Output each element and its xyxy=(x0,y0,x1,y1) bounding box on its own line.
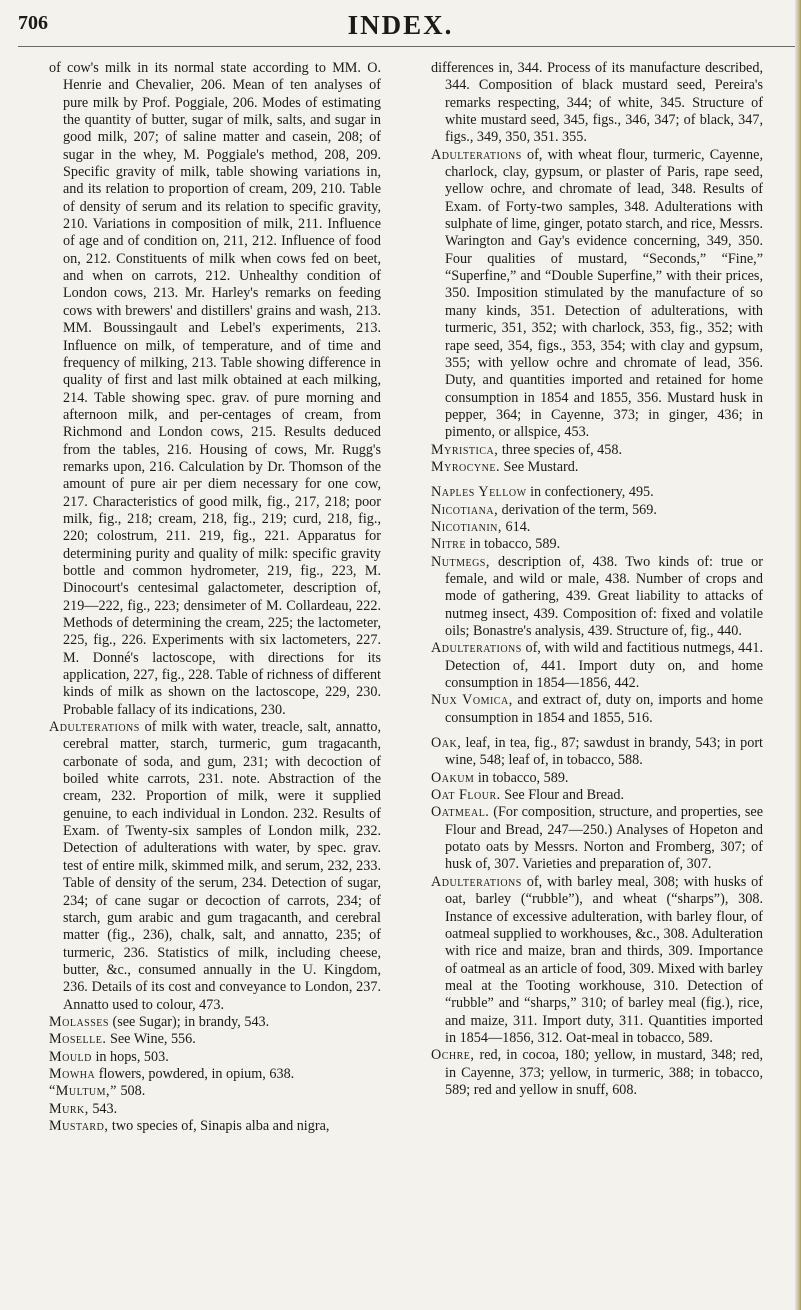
index-entry-heading: Molasses xyxy=(49,1013,109,1030)
index-entry-text: red, in cocoa, 180; yellow, in mustard, 348; red, in Cayenne, 373; yellow, in turmeric, 388; in tobacco, 589; red and yellow in snuff, 608. xyxy=(445,1047,763,1098)
index-entry-text: differences in, 344. Process of its manufacture described, 344. Composition of black mustard seed, Pereira's remarks respecting, 344; of white, 345. Structure of white mustard seed, 345, figs., 346, 347; of black, 347, figs., 349, 350, 351. 355. xyxy=(431,60,763,146)
index-entry xyxy=(49,1118,381,1135)
index-entry-text: 614. xyxy=(501,518,531,535)
index-entry-text: flowers, powdered, in opium, 638. xyxy=(95,1065,295,1082)
index-entry-heading: Adulterations xyxy=(431,640,522,657)
left-column xyxy=(49,60,381,1135)
index-entry-heading: Naples Yellow xyxy=(431,484,527,501)
index-entry xyxy=(49,1083,381,1100)
index-entry xyxy=(49,60,381,719)
index-entry-heading: Mowha xyxy=(49,1065,96,1082)
index-entry-text: and extract of, duty on, imports and home consumption in 1854 and 1855, 516. xyxy=(445,692,763,726)
index-entry xyxy=(49,1101,381,1118)
page-number: 706 xyxy=(18,12,48,34)
index-entry-heading: Adulterations xyxy=(431,146,522,163)
page-title: INDEX. xyxy=(347,10,454,40)
index-entry xyxy=(431,804,763,873)
index-entry xyxy=(49,1049,381,1066)
index-entry-text: in tobacco, 589. xyxy=(474,769,569,786)
index-entry-text: See Wine, 556. xyxy=(106,1031,196,1048)
index-entry-heading: Mould xyxy=(49,1048,92,1065)
index-entry-text: derivation of the term, 569. xyxy=(498,501,657,518)
index-entry-text: of milk with water, treacle, salt, annatto, cerebral matter, starch, turmeric, gum tragacanth, carbonate of soda, and gum, 231; with decoction of boiled white carrots, 231. note. Abstraction of the cream, 232. Proportion of milk, were it supplied genuine, to each individual in London. 232. Results of Exam. of Twenty-six samples of London milk, 232. Detection of adulterations with water, by spec. grav. test of entire milk, skimmed milk, and serum, 232, 233. Table of density of the serum, 234. Detection of sugar, 234; of cane sugar or decoction of carrots, 234; of starch, gum arabic and gum tragacanth, and cerebral matter (fig., 236), chalk, salt, and annatto, 235; of turmeric, 236. Statistics of milk, including cheese, butter, &c., consumed annually in the U. Kingdom, 236. Details of its cost and conveyance to London, 237. Annatto used to colour, 473. xyxy=(63,719,381,1013)
index-entry-text: leaf, in tea, fig., 87; sawdust in brandy, 543; in port wine, 548; leaf of, in tobacco, 588. xyxy=(445,735,763,769)
index-entry-heading: Myrocyne. xyxy=(431,458,500,475)
index-entry xyxy=(431,60,763,147)
index-entry xyxy=(49,1031,381,1048)
index-entry xyxy=(431,640,763,692)
index-entry-heading: Nutmegs, xyxy=(431,553,490,570)
index-entry-heading: Moselle. xyxy=(49,1031,107,1048)
index-entry-heading: Ochre, xyxy=(431,1047,475,1064)
index-entry-heading: Adulterations xyxy=(49,719,140,736)
index-entry-heading: Mustard, xyxy=(49,1117,109,1134)
index-entry xyxy=(431,147,763,442)
index-entry-heading: Murk, xyxy=(49,1100,89,1117)
index-entry xyxy=(49,719,381,1014)
index-entry-heading: Oatmeal. xyxy=(431,804,490,821)
index-entry-heading: Oakum xyxy=(431,769,475,786)
index-entry-heading: Nitre xyxy=(431,536,466,553)
index-entry-text: in confectionery, 495. xyxy=(526,484,654,501)
index-entry-heading: “Multum,” xyxy=(49,1083,117,1100)
index-entry-heading: Nicotianin, xyxy=(431,518,502,535)
index-entry-text: in hops, 503. xyxy=(91,1048,169,1065)
index-entry xyxy=(431,484,763,501)
index-entry xyxy=(431,554,763,641)
right-column xyxy=(431,60,763,1099)
index-entry-text: of, with wheat flour, turmeric, Cayenne, charlock, clay, gypsum, or plaster of Paris, rape seed, yellow ochre, and chromate of lead, 348. Results of Exam. of Forty-two samples, 348. Adulterations with sulphate of lime, ginger, potato starch, and rice, Messrs. Warington and Gay's evidence concerning, 349, 350. Four qualities of mustard, “Seconds,” “Fine,” “Superfine,” and “Double Superfine,” with their prices, 350. Imposition stimulated by the manufacture of so many kinds, 351. Detection of adulterations, with turmeric, 351, 352; with charlock, 353, fig., 352; with rape seed, 354, figs., 353, 354; with clay and gypsum, 355; with yellow ochre and chromate of lead, 356. Duty, and quantities imported and retained for home consumption in 1854 and 1855, 356. Mustard husk in pepper, 364; in Cayenne, 373; in ginger, 436; in pimento, or allspice, 453. xyxy=(445,146,763,441)
index-entry-text: three species of, 458. xyxy=(498,441,622,458)
index-entry-text: (see Sugar); in brandy, 543. xyxy=(108,1013,270,1030)
index-entry xyxy=(431,536,763,553)
index-entry-text: See Flour and Bread. xyxy=(500,787,625,804)
index-entry xyxy=(431,874,763,1047)
index-entry-text: description of, 438. Two kinds of: true or female, and wild or male, 438. Number of crops and mode of gathering, 439. Great liability to attacks of nutmeg insect, 439. Composition of: fixed and volatile oils; Bonastre's analysis, 439. Structure of, fig., 440. xyxy=(445,553,763,639)
index-entry xyxy=(49,1014,381,1031)
index-entry-heading: Adulterations xyxy=(431,873,522,890)
index-entry xyxy=(431,770,763,787)
index-entry xyxy=(431,459,763,476)
index-entry-text: 543. xyxy=(88,1100,118,1117)
index-entry-heading: Oat Flour. xyxy=(431,787,501,804)
index-entry xyxy=(431,787,763,804)
index-entry-text: (For composition, structure, and properties, see Flour and Bread, 247—250.) Analyses of Hopeton and potato oats by Messrs. Norton and Fromberg, 307; of husk of, 307. Varieties and preparation of, 307. xyxy=(445,804,763,873)
index-entry xyxy=(431,1047,763,1099)
index-entry xyxy=(431,502,763,519)
index-entry-text: in tobacco, 589. xyxy=(465,536,561,553)
index-entry-heading: Myristica, xyxy=(431,441,499,458)
index-entry-heading: Oak, xyxy=(431,735,462,752)
index-entry xyxy=(431,692,763,727)
index-entry-heading: Nicotiana, xyxy=(431,501,499,518)
index-entry-text: of cow's milk in its normal state according to MM. O. Henrie and Chevalier, 206. Mean of ten analyses of pure milk by Prof. Poggiale, 206. Modes of estimating the quantity of butter, sugar of milk, salts, and sugar in good milk, 207; of saline matter and casein, 208; of sugar in the whey, M. Poggiale's method, 208, 209. Specific gravity of milk, table showing variations in, and its relation to proportion of cream, 209, 210. Table of density of serum and its relation to specific gravity, 210. Variations in composition of milk, 211. Influence of age and of condition on, 211, 212. Influence of food on, 212. Constituents of milk when cows fed on beet, and when on carrots, 212. Unhealthy condition of London cows, 213. Mr. Harley's remarks on feeding cows with brewers' and distillers' grains and wash, 213. MM. Boussingault and Lebel's experiments, 213. Influence on milk, of temperature, and of time and frequency of milking, 213. Table showing difference in quality of first and last milk obtained at each milking, 214. Table showing spec. grav. of pure morning and afternoon milk, and per-centages of cream, from Richmond and London cows, 215. Results deduced from the tables, 216. Housing of cows, Mr. Rugg's remarks upon, 216. Calculation by Dr. Thomson of the amount of pure air per diem necessary for one cow, 217. Characteristics of good milk, fig., 217, 218; poor milk, fig., 218; cream, 218, fig., 219; curd, 218, fig., 220; colostrum, 211. 219, fig., 221. Apparatus for determining purity and quality of milk: specific gravity bottle and common hydrometer, 219, fig., 223, M. Dinocourt's centesimal galactometer, description of, 219—222, fig., 223; densimeter of M. Collardeau, 222. Methods of determining the cream, 225; the lactometer, 225, fig., 226. Experiments with six lactometers, 227. M. Donné's lactoscope, with directions for its application, 227, fig., 228. Table of richness of different kinds of milk as shown on the lactoscope, 229, 230. Probable fallacy of its indications, 230. xyxy=(49,60,381,718)
index-entry-text: of, with barley meal, 308; with husks of oat, barley (“rubble”), and wheat (“sharps”), 308. Instance of excessive adulteration, with barley flour, of oatmeal supplied to workhouses, &c., 308. Adulteration with rice and maize, bran and thirds, 309. Importance of oatmeal as an article of food, 309. Mixed with barley meal at the Tooting workhouse, 310. Detection of “rubble” and “sharps,” 310; of barley meal (fig.), rice, and maize, 311. Import duty, 311. Quantities imported in 1854—1856, 312. Oat-meal in tobacco, 589. xyxy=(445,873,763,1046)
index-entry-text: of, with wild and factitious nutmegs, 441. Detection of, 441. Import duty on, and home consumption in 1854—1856, 442. xyxy=(445,640,763,692)
index-entry xyxy=(431,442,763,459)
index-entry xyxy=(431,519,763,536)
index-entry xyxy=(49,1066,381,1083)
index-entry-heading: Nux Vomica, xyxy=(431,692,513,709)
index-entry-text: two species of, Sinapis alba and nigra, xyxy=(108,1117,330,1134)
index-entry xyxy=(431,735,763,770)
header-rule xyxy=(18,46,801,47)
index-entry-text: 508. xyxy=(116,1083,146,1100)
page-edge xyxy=(795,0,801,1310)
index-entry-text: See Mustard. xyxy=(500,458,579,475)
